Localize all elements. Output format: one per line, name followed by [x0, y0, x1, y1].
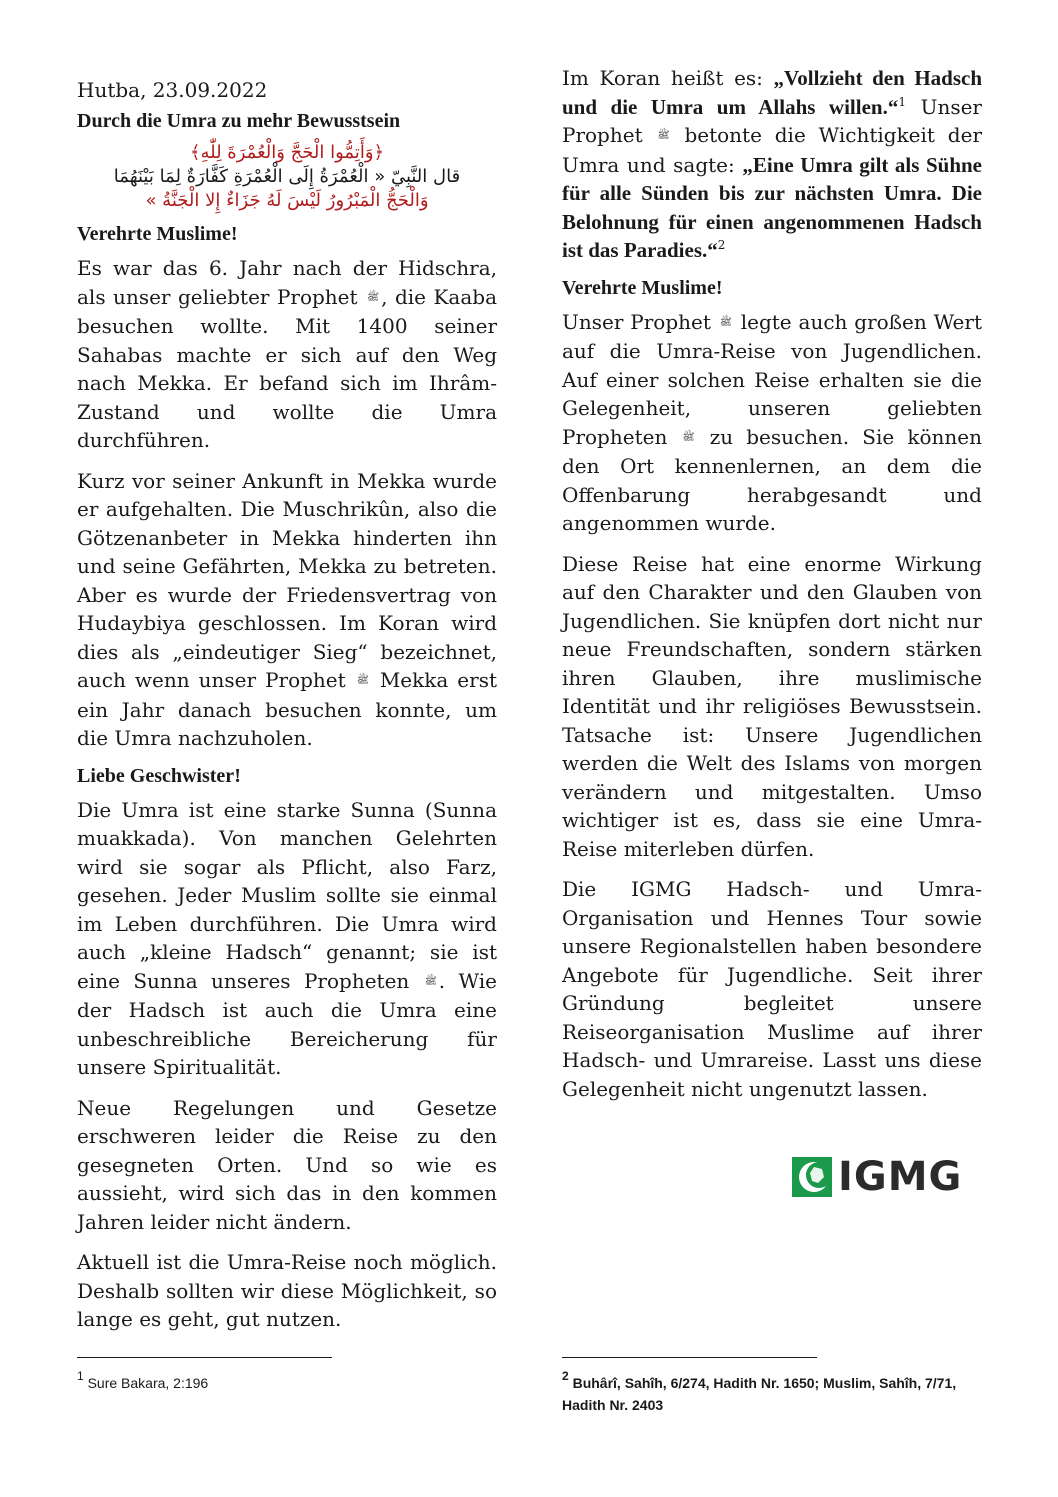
paragraph	[562, 64, 982, 265]
footnote-number: 1	[77, 1369, 84, 1383]
honorific-glyph: ﷺ	[657, 130, 670, 141]
arabic-hadith-line-1: قال النَّبِيّ « الْعُمْرَةُ إِلَى الْعُمْرَةِ كَفَّارَةٌ لِمَا بَيْنَهُمَا	[113, 166, 461, 187]
heading-verehrte-muslime: Verehrte Muslime!	[77, 223, 238, 245]
paragraph	[77, 796, 497, 1082]
honorific-glyph: ﷺ	[682, 431, 695, 443]
paragraph	[77, 254, 497, 455]
footnote-1	[77, 1369, 477, 1394]
heading-liebe-geschwister: Liebe Geschwister!	[77, 764, 241, 787]
footnote-text: Buhârî, Sahîh, 6/274, Hadith Nr. 1650; Muslim, Sahîh, 7/71, Hadith Nr. 2403	[562, 1375, 957, 1413]
paragraph	[562, 308, 982, 538]
sermon-date: Hutba, 23.09.2022	[77, 78, 268, 102]
footnote-divider	[562, 1357, 817, 1358]
honorific-glyph: ﷺ	[356, 675, 369, 686]
logo-wordmark: IGMG	[838, 1154, 963, 1200]
right-column	[562, 64, 982, 1115]
text-span: Unser Prophet	[562, 309, 711, 334]
footnote-ref[interactable]: 1	[898, 94, 906, 109]
footnote-text: Sure Bakara, 2:196	[83, 1375, 209, 1391]
footnote-number: 2	[562, 1369, 569, 1383]
text-span: , die Kaaba besuchen wollte. Mit 1400 seiner Sahabas machte er sich auf den Weg nach Mekka. Er befand sich im Ihrâm-Zustand und wollte die Umra durchführen.	[77, 284, 498, 452]
globe-crescent-icon	[792, 1157, 832, 1197]
honorific-glyph: ﷺ	[367, 291, 380, 303]
text-span: Kurz vor seiner Ankunft in Mekka wurde er aufgehalten. Die Muschrikûn, also die Götzenanbeter in Mekka hinderten ihn und seine Gefährten, Mekka zu betreten. Aber es wurde der Friedensvertrag von Hudaybiya geschlossen. Im Koran wird dies als „eindeutiger Sieg“ bezeichnet, auch wenn unser Prophet	[77, 468, 497, 692]
text-span: . Wie der Hadsch ist auch die Umra eine unbeschreibliche Bereicherung für unsere Spiritualität.	[77, 968, 497, 1079]
paragraph: Diese Reise hat eine enorme Wirkung auf den Charakter und den Glauben von Jugendlichen. Sie knüpfen dort nicht nur neue Freundschaften, sondern stärken ihren Glauben, ihre muslimische Identität und ihr religiöses Bewusstsein. Tatsache ist: Unsere Jugendlichen werden die Welt des Islams von morgen verändern und mitgestalten. Umso wichtiger ist es, dass sie eine Umra-Reise miterleben dürfen.	[562, 551, 982, 861]
arabic-verse: ﴿وَأَتِمُّوا الْحَجَّ وَالْعُمْرَةَ لِلّٰهِ﴾	[189, 142, 385, 163]
paragraph: Neue Regelungen und Gesetze erschweren leider die Reise zu den gesegneten Orten. Und so wie es aussieht, wird sich das in den kommen Jahren leider nicht ändern.	[77, 1095, 497, 1234]
hadith-quote: „Eine Umra gilt als Sühne für alle Sünden bis zur nächsten Umra. Die Belohnung für einen angenommenen Hadsch ist das Paradies.“	[562, 152, 983, 262]
honorific-glyph: ﷺ	[719, 316, 732, 328]
footnote-divider	[77, 1357, 332, 1358]
text-span: Im Koran heißt es:	[562, 66, 774, 90]
igmg-logo	[792, 1154, 982, 1200]
footnote-2	[562, 1369, 962, 1416]
text-span: Es war das 6. Jahr nach der Hidschra, als unser geliebter Prophet	[77, 256, 497, 309]
paragraph: Die IGMG Hadsch- und Umra-Organisation und Hennes Tour sowie unsere Regionalstellen haben besondere Angebote für Jugendliche. Seit ihrer Gründung begleitet unsere Reiseorganisation Muslime auf ihrer Hadsch- und Umrareise. Lasst uns diese Gelegenheit nicht ungenutzt lassen.	[562, 877, 982, 1101]
text-span: Mekka erst ein Jahr danach besuchen konnte, um die Umra nachzuholen.	[77, 668, 497, 750]
paragraph	[77, 467, 497, 753]
text-span: Unser Prophet	[562, 94, 982, 147]
paragraph: Aktuell ist die Umra-Reise noch möglich. Deshalb sollten wir diese Möglichkeit, so lange es geht, gut nutzen.	[77, 1250, 497, 1331]
text-span: Die Umra ist eine starke Sunna (Sunna muakkada). Von manchen Gelehrten wird sie sogar als Pflicht, also Farz, gesehen. Jeder Muslim sollte sie einmal im Leben durchführen. Die Umra wird auch „kleine Hadsch“ genannt; sie ist eine Sunna unseres Propheten	[77, 797, 497, 993]
text-span: betonte die Wichtigkeit der Umra und sagte:	[562, 123, 983, 177]
footnote-ref[interactable]: 2	[717, 238, 726, 252]
left-column	[77, 64, 497, 1346]
text-span: legte auch großen Wert auf die Umra-Reise von Jugendlichen. Auf einer solchen Reise erhalten sie die Gelegenheit, unseren geliebten Propheten	[562, 309, 982, 449]
quran-quote: „Vollzieht den Hadsch und die Umra um Allahs willen.“	[562, 66, 983, 119]
arabic-hadith-line-2: وَالْحَجُّ الْمَبْرُورُ لَيْسَ لَهُ جَزَاءٌ إِلا الْجَنَّةُ »	[145, 190, 429, 211]
text-span: zu besuchen. Sie können den Ort kennenlernen, an dem die Offenbarung herabgesandt und angenommen wurde.	[562, 424, 982, 535]
heading-verehrte-muslime-2: Verehrte Muslime!	[562, 276, 723, 299]
sermon-title: Durch die Umra zu mehr Bewusstsein	[77, 110, 401, 132]
honorific-glyph: ﷺ	[424, 975, 437, 987]
